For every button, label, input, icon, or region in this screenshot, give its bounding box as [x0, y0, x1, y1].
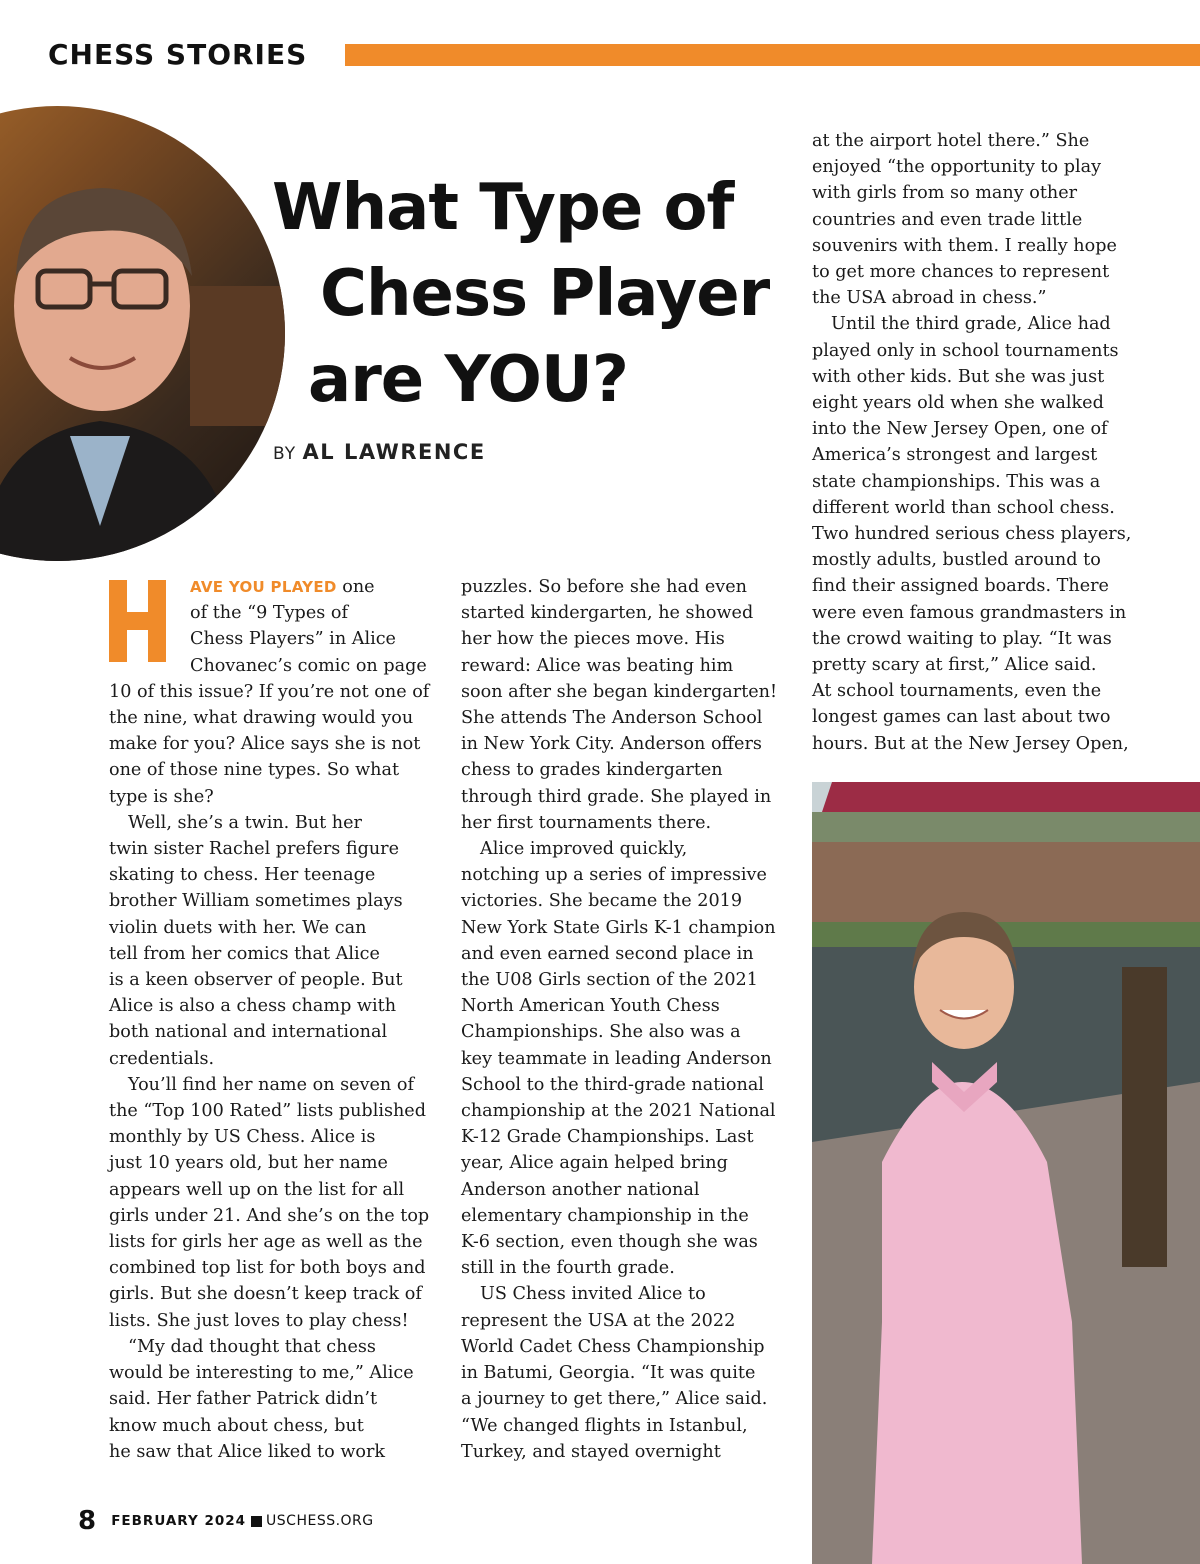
text-line: into the New Jersey Open, one of [812, 419, 1108, 440]
child-portrait-illustration [812, 782, 1200, 1564]
text-line: Well, she’s a twin. But her [128, 812, 362, 833]
text-line: her first tournaments there. [461, 812, 712, 833]
text-line: Championships. She also was a [461, 1022, 741, 1043]
text-line: victories. She became the 2019 [461, 891, 743, 912]
footer-separator-icon [251, 1516, 262, 1527]
text-line: the U08 Girls section of the 2021 [461, 970, 758, 991]
text-line: souvenirs with them. I really hope [812, 235, 1117, 256]
text-line: chess to grades kindergarten [461, 760, 723, 781]
text-line: enjoyed “the opportunity to play [812, 157, 1102, 178]
text-line: one of those nine types. So what [109, 760, 400, 781]
text-line: soon after she began kindergarten! [461, 681, 778, 702]
child-photo [812, 782, 1200, 1564]
byline [273, 440, 486, 464]
text-line: represent the USA at the 2022 [461, 1310, 736, 1331]
text-line: World Cadet Chess Championship [461, 1336, 765, 1357]
article-column-3 [812, 128, 1157, 757]
text-line: find their assigned boards. There [812, 576, 1109, 597]
byline-prefix: BY [273, 444, 297, 464]
text-line: type is she? [109, 786, 214, 807]
text-line: played only in school tournaments [812, 340, 1119, 361]
text-line: School to the third-grade national [461, 1074, 764, 1095]
text-line: hours. But at the New Jersey Open, [812, 733, 1129, 754]
author-portrait-illustration [0, 106, 285, 561]
text-line: the “Top 100 Rated” lists published [109, 1101, 426, 1122]
text-line: state championships. This was a [812, 471, 1101, 492]
text-line: Until the third grade, Alice had [831, 314, 1111, 335]
text-line: the USA abroad in chess.” [812, 288, 1047, 309]
text-line: countries and even trade little [812, 209, 1083, 230]
text-line: to get more chances to represent [812, 262, 1110, 283]
text-line: still in the fourth grade. [461, 1258, 675, 1279]
text-line: in Batumi, Georgia. “It was quite [461, 1363, 756, 1384]
text-line: 10 of this issue? If you’re not one of [109, 681, 430, 702]
text-line: lists for girls her age as well as the [109, 1232, 423, 1253]
footer-site: USCHESS.ORG [266, 1513, 374, 1529]
section-label: CHESS STORIES [48, 38, 308, 71]
text-line: said. Her father Patrick didn’t [109, 1389, 378, 1410]
text-line: with girls from so many other [812, 183, 1078, 204]
article-column-2 [461, 574, 791, 1465]
text-line: You’ll find her name on seven of [128, 1074, 414, 1095]
text-line: US Chess invited Alice to [480, 1284, 706, 1305]
text-line: violin duets with her. We can [109, 917, 367, 938]
text-line: tell from her comics that Alice [109, 943, 380, 964]
text-line: America’s strongest and largest [812, 445, 1098, 466]
text-line: Alice improved quickly, [480, 839, 688, 860]
byline-author: AL LAWRENCE [302, 440, 486, 464]
text-line: in New York City. Anderson offers [461, 734, 762, 755]
text-line: mostly adults, bustled around to [812, 550, 1101, 571]
text-line: Alice is also a chess champ with [109, 996, 397, 1017]
title-line-1: What Type of [272, 171, 734, 245]
text-line: just 10 years old, but her name [109, 1153, 388, 1174]
text-line: year, Alice again helped bring [461, 1153, 728, 1174]
text-line: he saw that Alice liked to work [109, 1441, 386, 1462]
text-line: credentials. [109, 1048, 215, 1069]
text-line: twin sister Rachel prefers figure [109, 839, 399, 860]
text-line: the nine, what drawing would you [109, 708, 414, 729]
text-line: were even famous grandmasters in [812, 602, 1127, 623]
text-line: her how the pieces move. His [461, 629, 725, 650]
text-line: At school tournaments, even the [812, 681, 1102, 702]
text-line: elementary championship in the [461, 1205, 749, 1226]
text-line: North American Youth Chess [461, 996, 720, 1017]
text-line: Chess Players” in Alice [190, 629, 396, 650]
issue-date: FEBRUARY 2024 [111, 1513, 247, 1529]
text-line: is a keen observer of people. But [109, 970, 403, 991]
text-line: girls. But she doesn’t keep track of [109, 1284, 422, 1305]
text-line: started kindergarten, he showed [461, 603, 754, 624]
text-line: She attends The Anderson School [461, 708, 763, 729]
text-line: a journey to get there,” Alice said. [461, 1389, 768, 1410]
text-line: New York State Girls K-1 champion [461, 917, 776, 938]
text-line: eight years old when she walked [812, 393, 1104, 414]
page-number: 8 [78, 1506, 97, 1536]
article-title [272, 165, 802, 423]
page-footer [78, 1506, 374, 1536]
text-line: would be interesting to me,” Alice [109, 1363, 414, 1384]
section-rule [345, 44, 1200, 66]
lead-in: AVE YOU PLAYED [190, 578, 337, 596]
text-line: know much about chess, but [109, 1415, 364, 1436]
text-line: both national and international [109, 1022, 388, 1043]
title-line-2: Chess Player [320, 257, 770, 331]
text-line: reward: Alice was beating him [461, 655, 734, 676]
text-line: “We changed flights in Istanbul, [461, 1415, 748, 1436]
text-line: of the “9 Types of [190, 603, 348, 624]
text-line: longest games can last about two [812, 707, 1111, 728]
text-line: the crowd waiting to play. “It was [812, 628, 1112, 649]
text-line: lists. She just loves to play chess! [109, 1310, 409, 1331]
text-line: K-6 section, even though she was [461, 1232, 758, 1253]
text-line: Two hundred serious chess players, [812, 524, 1132, 545]
text-line: one [342, 577, 375, 597]
text-line: “My dad thought that chess [128, 1336, 376, 1357]
text-line: Chovanec’s comic on page [190, 655, 427, 676]
text-line: with other kids. But she was just [812, 366, 1105, 387]
text-line: skating to chess. Her teenage [109, 865, 376, 886]
title-line-3: are YOU? [308, 343, 628, 417]
text-line: combined top list for both boys and [109, 1258, 426, 1279]
text-line: make for you? Alice says she is not [109, 734, 421, 755]
text-line: puzzles. So before she had even [461, 577, 747, 597]
text-line: different world than school chess. [812, 497, 1115, 518]
text-line: key teammate in leading Anderson [461, 1048, 772, 1069]
author-photo [0, 106, 285, 561]
text-line: at the airport hotel there.” She [812, 131, 1090, 151]
text-line: Anderson another national [461, 1179, 700, 1200]
text-line: and even earned second place in [461, 943, 754, 964]
text-line: girls under 21. And she’s on the top [109, 1205, 430, 1226]
text-line: appears well up on the list for all [109, 1179, 405, 1200]
text-line: brother William sometimes plays [109, 891, 403, 912]
text-line: pretty scary at first,” Alice said. [812, 655, 1097, 676]
text-line: notching up a series of impressive [461, 865, 767, 886]
text-line: monthly by US Chess. Alice is [109, 1127, 376, 1148]
text-line: championship at the 2021 National [461, 1101, 776, 1122]
drop-cap [109, 580, 166, 662]
text-line: K-12 Grade Championships. Last [461, 1127, 754, 1148]
text-line: through third grade. She played in [461, 786, 772, 807]
article-column-1 [109, 574, 444, 1465]
text-line: Turkey, and stayed overnight [461, 1441, 721, 1462]
